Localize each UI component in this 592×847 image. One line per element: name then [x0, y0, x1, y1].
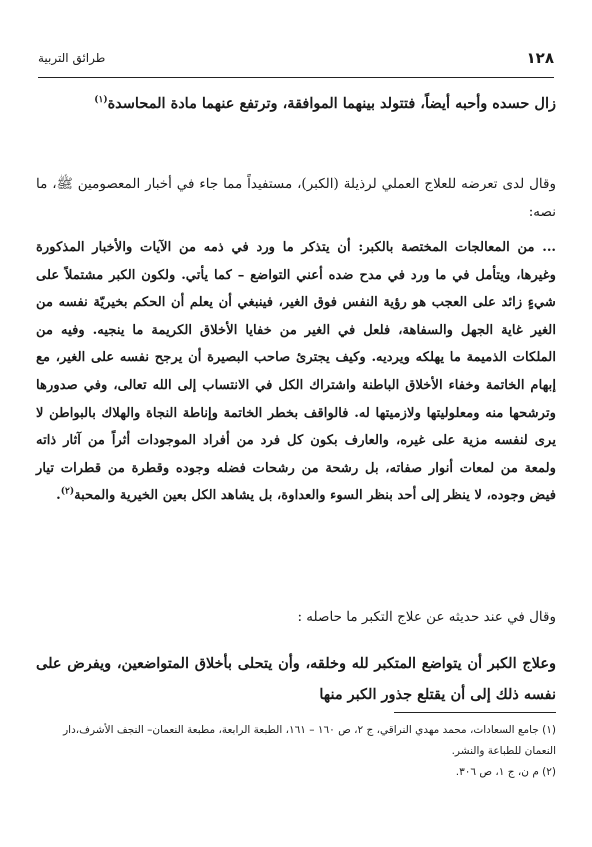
- footnote-2: (٢) م ن، ج ١، ص ٣٠٦.: [455, 766, 556, 778]
- footnotes: [36, 720, 556, 783]
- page-number: ١٢٨: [526, 49, 554, 67]
- paragraph-1: [36, 89, 556, 118]
- paragraph-5: [36, 648, 556, 710]
- footnote-1: (١) جامع السعادات، محمد مهدي النراقي، ج ٢، ص ١٦٠ – ١٦١، الطبعة الرابعة، مطبعة النعمان– النجف الأشرف،دار النعمان للطباعة والنشر.: [63, 724, 556, 757]
- paragraph-4-text: وقال في عند حديثه عن علاج التكبر ما حاصله :: [297, 609, 556, 625]
- quoted-passage-text: ... من المعالجات المختصة بالكبر: أن يتذكر ما ورد في ذمه من الآيات والأخبار المذكورة وغيرها، ويتأمل في ما ورد في مدح ضده أعني التواضع – كما يأتي. ولكون الكبر مشتملاً على شيءٍ زائد على العجب هو رؤية النفس فوق الغير، فينبغي أن يعلم أن الحكم بخيريّة نفسه من الغير غاية الجهل والسفاهة، فلعل في الغير من خفايا الأخلاق الكريمة ما ينجيه. وفيه من الملكات الذميمة ما يهلكه ويرديه. وكيف يجترئ صاحب البصيرة أن يرجح نفسه على الغير، مع إبهام الخاتمة وخفاء الأخلاق الباطنة واشتراك الكل في الانتساب إلى الله تعالى، وفي صدورها وترشحها منه ومعلوليتها ولازميتها له. فالواقف بخطر الخاتمة وإناطة النجاة والهلاك بالبواطن لا يرى لنفسه مزية على غيره، والعارف بكون كل فرد من أفراد الموجودات أثراً من آثار ذاته ولمعة من لمعات أنوار صفاته، بل رشحة من رشحات فضله وجوده وقطرة من قطرات تيار فيض وجوده، لا ينظر إلى أحد بنظر السوء والعداوة، بل يشاهد الكل بعين الخيرية والمحبة: [36, 240, 556, 504]
- quoted-passage-end: .: [56, 488, 61, 504]
- paragraph-5-text: وعلاج الكبر أن يتواضع المتكبر لله وخلقه، وأن يتحلى بأخلاق المتواضعين، ويفرض على نفسه ذلك إلى أن يقتلع جذور الكبر منها: [36, 655, 556, 703]
- paragraph-2: [36, 170, 556, 226]
- paragraph-2-text: وقال لدى تعرضه للعلاج العملي لرذيلة (الكبر)، مستفيداً مما جاء في أخبار المعصومين ﷺ، ما نصه:: [36, 176, 556, 220]
- paragraph-4: [36, 603, 556, 631]
- quoted-passage: [36, 234, 556, 510]
- paragraph-1-text: زال حسده وأحبه أيضاً، فتتولد بينهما الموافقة، وترتفع عنهما مادة المحاسدة: [107, 95, 556, 112]
- header-divider: [38, 77, 554, 78]
- footnote-divider: [394, 712, 556, 713]
- page-header: [38, 45, 554, 75]
- footnote-ref-2: (٢): [60, 486, 75, 497]
- footnote-ref-1: (١): [94, 95, 108, 106]
- running-title: طرائق التربية: [38, 51, 106, 65]
